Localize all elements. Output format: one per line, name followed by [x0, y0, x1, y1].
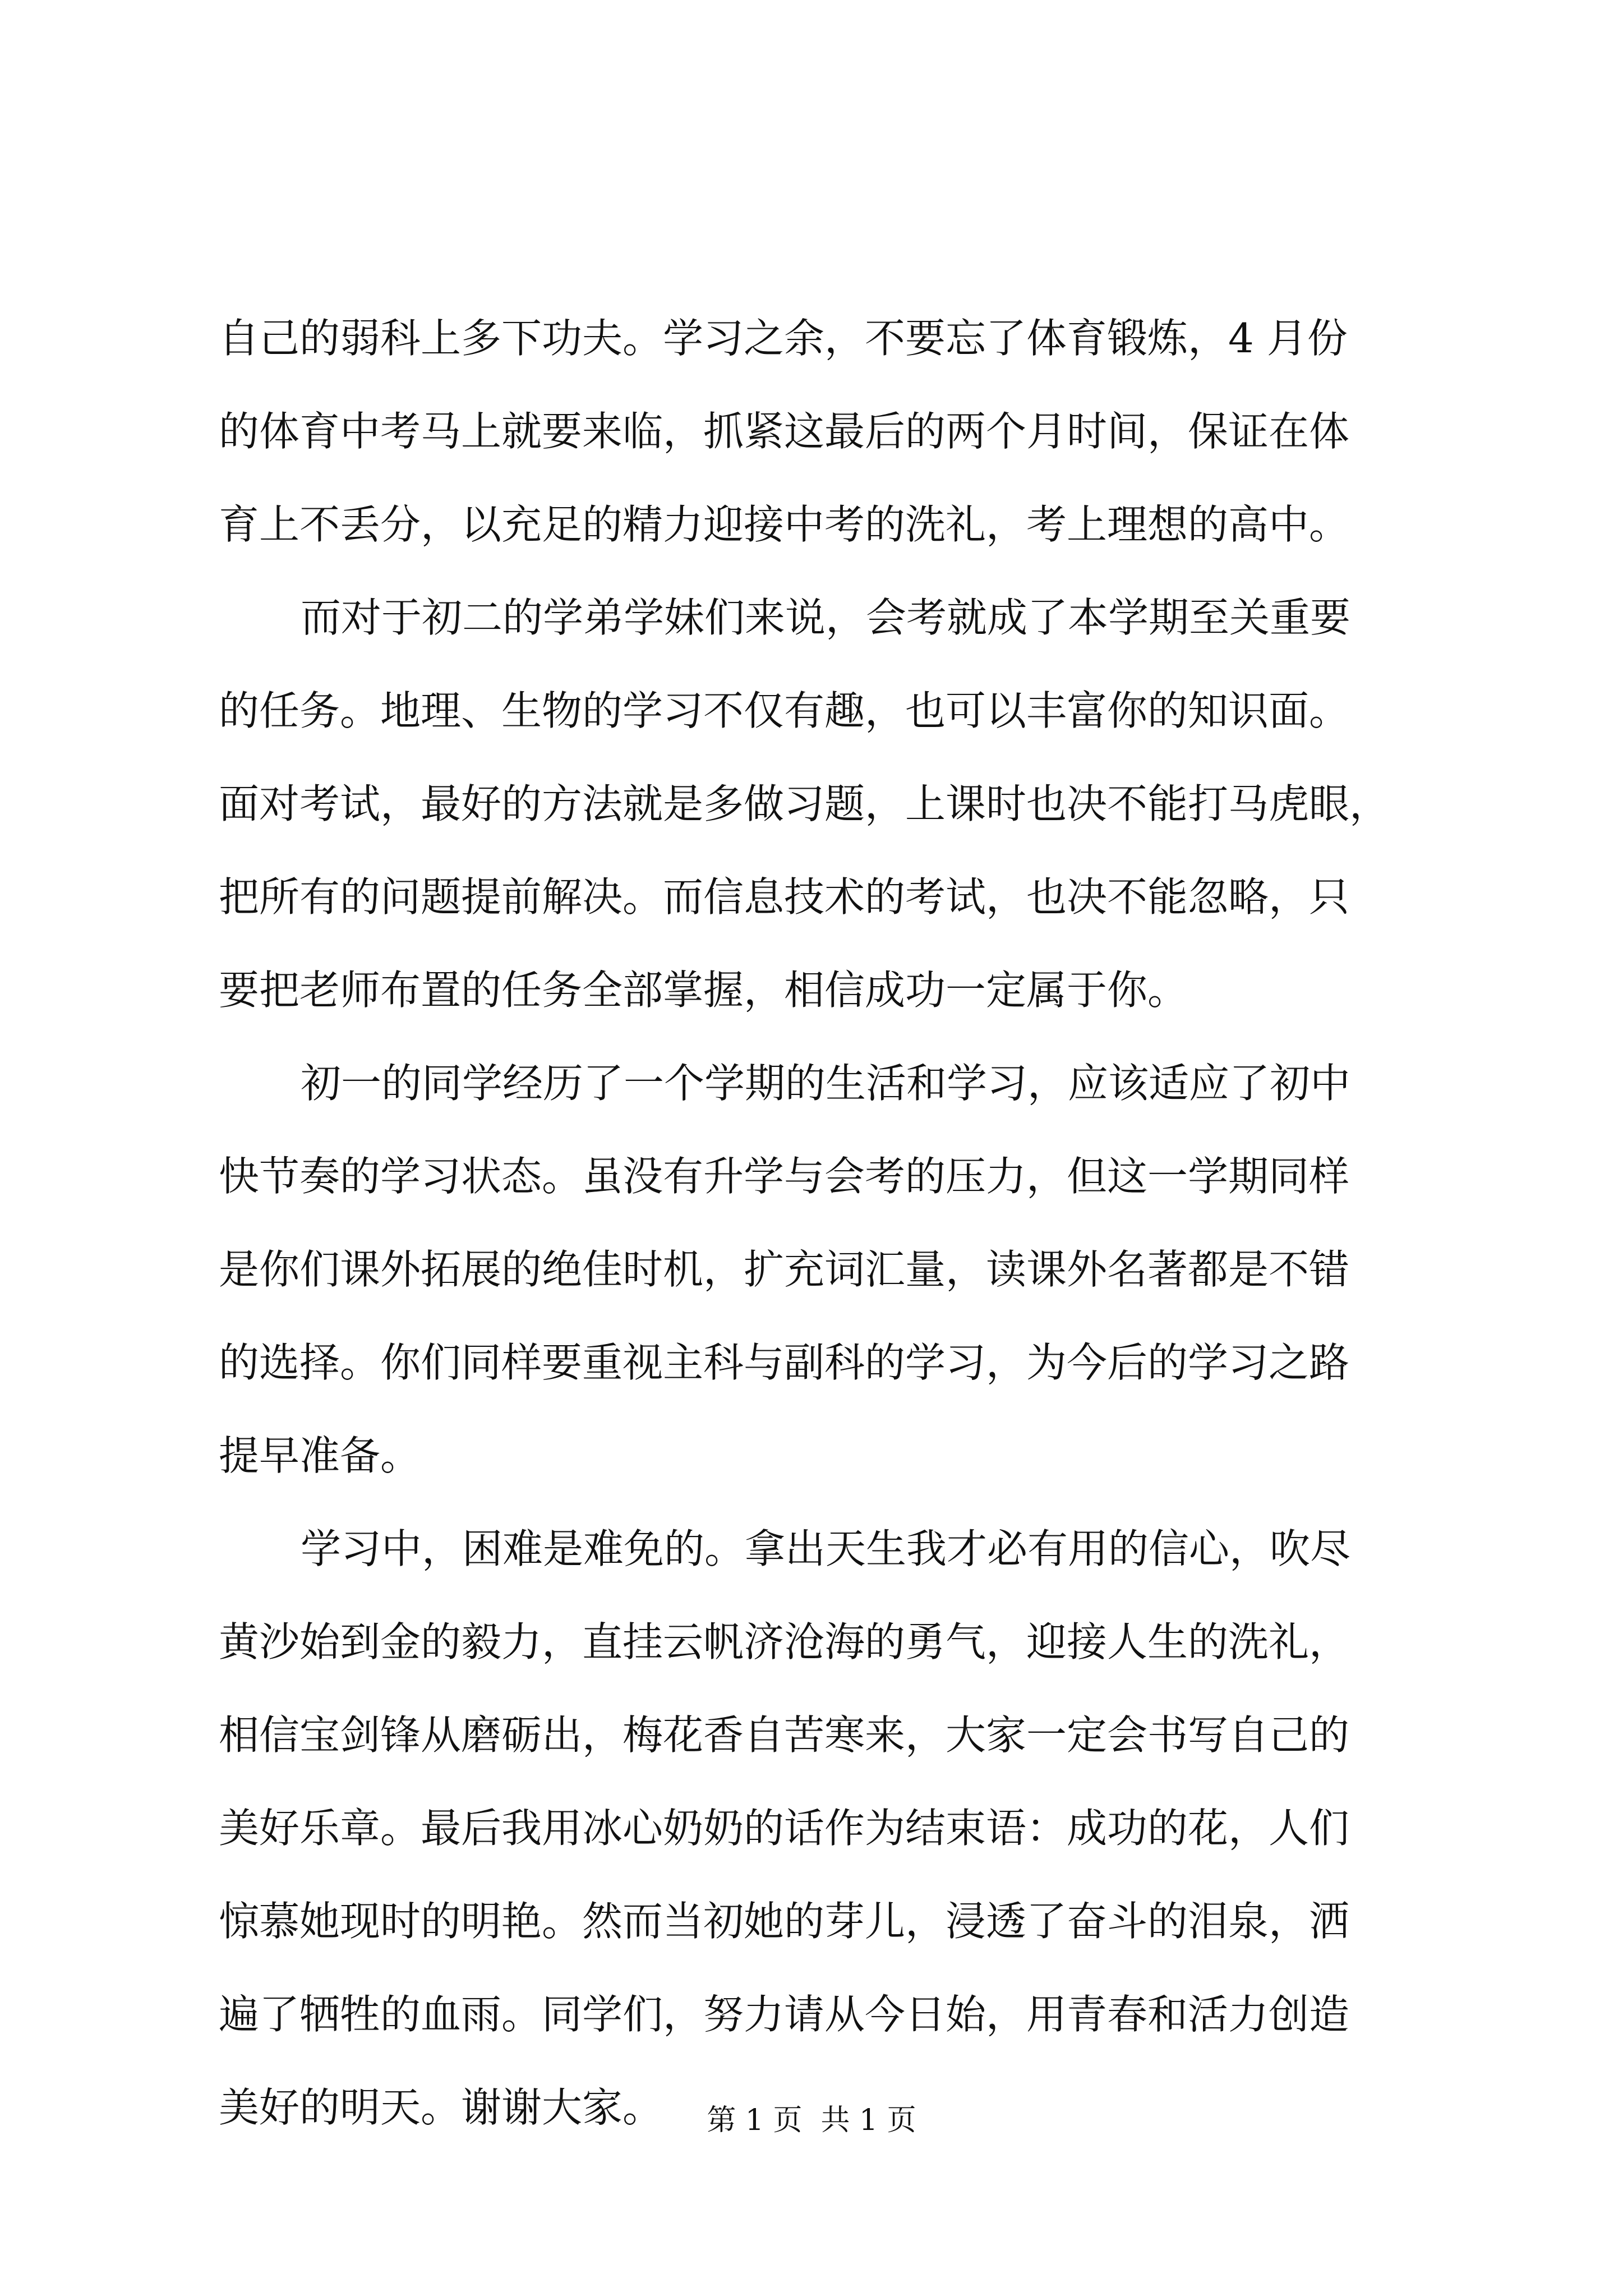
text-line: 黄沙始到金的毅力，直挂云帆济沧海的勇气，迎接人生的洗礼， [219, 1618, 1350, 1665]
text-line: 把所有的问题提前解决。而信息技术的考试，也决不能忽略，只 [219, 873, 1350, 921]
text-line: 美好乐章。最后我用冰心奶奶的话作为结束语：成功的花，人们 [219, 1805, 1350, 1852]
text-line: 育上不丢分，以充足的精力迎接中考的洗礼，考上理想的高中。 [219, 501, 1350, 548]
text-line: 惊慕她现时的明艳。然而当初她的芽儿，浸透了奋斗的泪泉，洒 [219, 1898, 1350, 1945]
text-line: 的体育中考马上就要来临，抓紧这最后的两个月时间，保证在体 [219, 408, 1350, 455]
text-line: 的选择。你们同样要重视主科与副科的学习，为今后的学习之路 [219, 1339, 1350, 1386]
text-line: 提早准备。 [219, 1432, 421, 1479]
text-line: 要把老师布置的任务全部掌握，相信成功一定属于你。 [219, 967, 1188, 1014]
text-line: 美好的明天。谢谢大家。 [219, 2084, 663, 2131]
text-line: 快节奏的学习状态。虽没有升学与会考的压力，但这一学期同样 [219, 1153, 1350, 1200]
text-line: 相信宝剑锋从磨砺出，梅花香自苦寒来，大家一定会书写自己的 [219, 1711, 1350, 1759]
text-line: 的任务。地理、生物的学习不仅有趣，也可以丰富你的知识面。 [219, 687, 1350, 734]
paragraph-first-line: 初一的同学经历了一个学期的生活和学习，应该适应了初中 [301, 1060, 1351, 1107]
text-line: 自己的弱科上多下功夫。学习之余，不要忘了体育锻炼，4 月份 [219, 315, 1348, 362]
paragraph-first-line: 而对于初二的学弟学妹们来说，会考就成了本学期至关重要 [301, 594, 1351, 641]
text-line: 是你们课外拓展的绝佳时机，扩充词汇量，读课外名著都是不错 [219, 1246, 1350, 1293]
paragraph-first-line: 学习中，困难是难免的。拿出天生我才必有用的信心，吹尽 [301, 1525, 1351, 1572]
text-line: 遍了牺牲的血雨。同学们，努力请从今日始，用青春和活力创造 [219, 1991, 1350, 2038]
text-line: 面对考试，最好的方法就是多做习题，上课时也决不能打马虎眼， [219, 780, 1390, 827]
page-footer: 第 1 页 共 1 页 [707, 2104, 916, 2137]
document-body [219, 292, 1430, 2154]
